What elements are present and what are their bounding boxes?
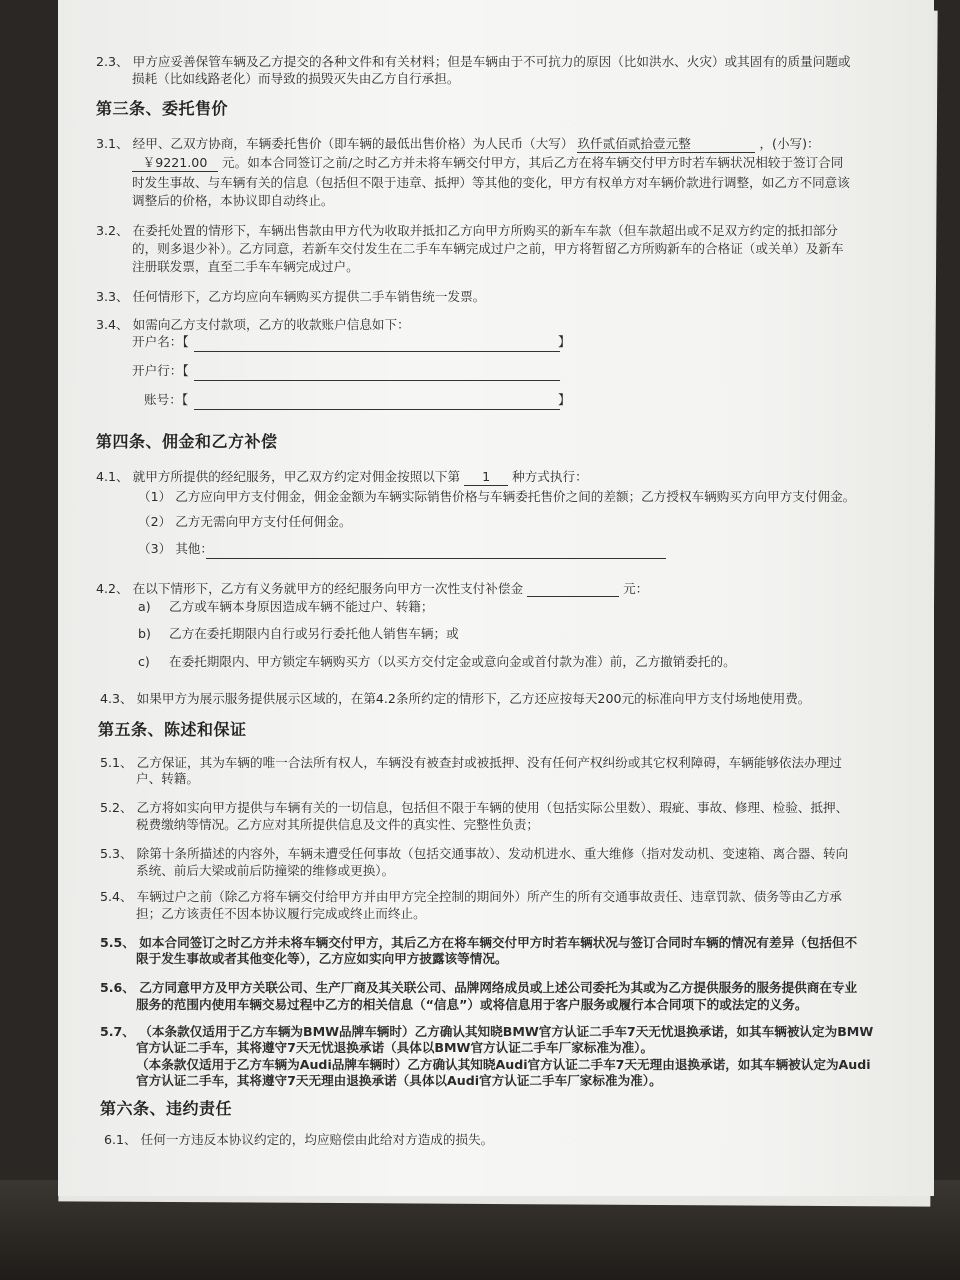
clause-3-4: 3.4、 如需向乙方支付款项，乙方的收款账户信息如下： [96,317,410,332]
account-name-close: 】 [558,334,571,349]
clause-5-2-line2: 税费缴纳等情况。乙方应对其所提供信息及文件的真实性、完整性负责； [136,817,539,832]
account-bank-label: 开户行：【 [132,363,189,378]
clause-5-1-line1: 5.1、 乙方保证，其为车辆的唯一合法所有权人，车辆没有被查封或被抵押、没有任何产权纠纷或其它权利障碍，车辆能够依法办理过 [100,755,842,770]
clause-5-7-line4: 官方认证二手车，其将遵守7天无理由退换承诺（具体以Audi官方认证二手车厂家标准为准）。 [136,1073,662,1088]
clause-5-4-line1: 5.4、 车辆过户之前（除乙方将车辆交付给甲方并由甲方完全控制的期间外）所产生的所有交通事故责任、违章罚款、债务等由乙方承 [100,889,842,904]
account-bank-blank [194,379,560,381]
heading-article-5: 第五条、陈述和保证 [98,720,247,739]
clause-5-7-line3: （本条款仅适用于乙方车辆为Audi品牌车辆时）乙方确认其知晓Audi官方认证二手车7天无理由退换承诺，如其车辆被认定为Audi [136,1057,871,1072]
clause-3-2-line3: 注册联发票，直至二手车车辆完成过户。 [132,259,359,274]
clause-3-1-line3: 时发生事故、与车辆有关的信息（包括但不限于违章、抵押）等其他的变化，甲方有权单方对车辆价款进行调整，如乙方不同意该 [132,175,850,190]
clause-3-1-line4: 调整后的价格，本协议即自动终止。 [132,193,334,208]
account-number-blank [194,408,560,410]
clause-3-1-prefix: 3.1、 经甲、乙双方协商，车辆委托售价（即车辆的最低出售价格）为人民币（大写） [96,136,574,151]
clause-3-1-mid: ，(小写)： [759,136,820,151]
clause-5-4-line2: 担；乙方该责任不因本协议履行完成或终止而终止。 [136,906,426,921]
clause-4-3: 4.3、 如果甲方为展示服务提供展示区域的，在第4.2条所约定的情形下，乙方还应按每天200元的标准向甲方支付场地使用费。 [100,691,811,706]
clause-2-3-line1: 2.3、 甲方应妥善保管车辆及乙方提交的各种文件和有关材料；但是车辆由于不可抗力的原因（比如洪水、火灾）或其固有的质量问题或 [96,54,851,69]
clause-5-5-line1: 5.5、 如本合同签订之时乙方并未将车辆交付甲方，其后乙方在将车辆交付甲方时若车辆状况与签订合同时车辆的情况有差异（包括但不 [100,935,858,950]
clause-3-1-line2 [132,154,843,172]
clause-5-7-line1: 5.7、 （本条款仅适用于乙方车辆为BMW品牌车辆时）乙方确认其知晓BMW官方认证二手车7天无忧退换承诺，如其车辆被认定为BMW [100,1024,874,1039]
clause-4-1 [96,468,588,486]
clause-4-2-suffix: 元： [623,581,649,596]
clause-5-6-line2: 服务的范围内使用车辆交易过程中乙方的相关信息（“信息”）或将信息用于客户服务或履行本合同项下的或法定的义务。 [136,997,808,1012]
clause-5-5-line2: 限于发生事故或者其他变化等），乙方应如实向甲方披露该等情况。 [136,951,508,966]
clause-5-1-line2: 户、转籍。 [136,771,199,786]
clause-4-2-prefix: 4.2、 在以下情形下，乙方有义务就甲方的经纪服务向甲方一次性支付补偿金 [96,581,524,596]
clause-5-3-line1: 5.3、 除第十条所描述的内容外，车辆未遭受任何事故（包括交通事故）、发动机进水、重大维修（指对发动机、变速箱、离合器、转向 [100,846,849,861]
item-c-label: c) [138,654,150,669]
clause-6-1: 6.1、 任何一方违反本协议约定的，均应赔偿由此给对方造成的损失。 [104,1132,494,1147]
clause-2-3-line2: 损耗（比如线路老化）而导致的损毁灭失由乙方自行承担。 [132,71,460,86]
item-b-label: b) [138,626,151,641]
clause-3-1-line1 [96,135,820,153]
commission-option-number: 1 [464,468,508,486]
clause-3-2-line2: 的，则多退少补）。乙方同意，若新车交付发生在二手车车辆完成过户之前，甲方将暂留乙方所购新车的合格证（或关单）及新车 [132,241,844,256]
clause-5-3-line2: 系统、前后大梁或前后防撞梁的维修或更换）。 [136,863,395,878]
clause-4-1-prefix: 4.1、 就甲方所提供的经纪服务，甲乙双方约定对佣金按照以下第 [96,469,461,484]
heading-article-4: 第四条、佣金和乙方补偿 [96,432,278,451]
item-b: 乙方在委托期限内自行或另行委托他人销售车辆；或 [169,626,459,641]
option-3: （3） 其他： [138,541,213,556]
clause-3-3: 3.3、 任何情形下，乙方均应向车辆购买方提供二手车销售统一发票。 [96,289,486,304]
clause-5-2-line1: 5.2、 乙方将如实向甲方提供与车辆有关的一切信息，包括但不限于车辆的使用（包括实际公里数）、瑕疵、事故、修理、检验、抵押、 [100,800,849,815]
option-1: （1） 乙方应向甲方支付佣金，佣金金额为车辆实际销售价格与车辆委托售价之间的差额；乙方授权车辆购买方向甲方支付佣金。 [138,489,856,504]
price-in-figures: ￥9221.00 [132,154,218,172]
compensation-blank [527,580,619,597]
option-3-blank [206,557,666,559]
item-a-label: a) [138,599,151,614]
option-2: （2） 乙方无需向甲方支付任何佣金。 [138,514,352,529]
clause-4-1-suffix: 种方式执行： [512,469,588,484]
heading-article-3: 第三条、委托售价 [96,99,229,118]
clause-3-1-text-b: 元。如本合同签订之前/之时乙方并未将车辆交付甲方，其后乙方在将车辆交付甲方时若车辆状况相较于签订合同 [222,155,844,170]
clause-5-7-line2: 官方认证二手车，其将遵守7天无忧退换承诺（具体以BMW官方认证二手车厂家标准为准）。 [136,1040,654,1055]
item-c: 在委托期限内、甲方锁定车辆购买方（以买方交付定金或意向金或首付款为准）前，乙方撤销委托的。 [169,654,736,669]
clause-5-6-line1: 5.6、 乙方同意甲方及甲方关联公司、生产厂商及其关联公司、品牌网络成员或上述公司委托为其或为乙方提供服务的服务提供商在专业 [100,980,858,995]
clause-4-2 [96,580,648,597]
account-name-blank [194,350,560,352]
item-a: 乙方或车辆本身原因造成车辆不能过户、转籍； [169,599,434,614]
contract-page [58,0,934,1196]
heading-article-6: 第六条、违约责任 [100,1099,233,1118]
account-name-label: 开户名：【 [132,334,189,349]
account-number-label: 账号：【 [144,392,189,407]
clause-3-2-line1: 3.2、 在委托处置的情形下，车辆出售款由甲方代为收取并抵扣乙方向甲方所购买的新车车款（但车款超出或不足双方约定的抵扣部分 [96,223,838,238]
price-in-words: 玖仟贰佰贰拾壹元整 [577,135,755,153]
account-number-close: 】 [558,392,571,407]
